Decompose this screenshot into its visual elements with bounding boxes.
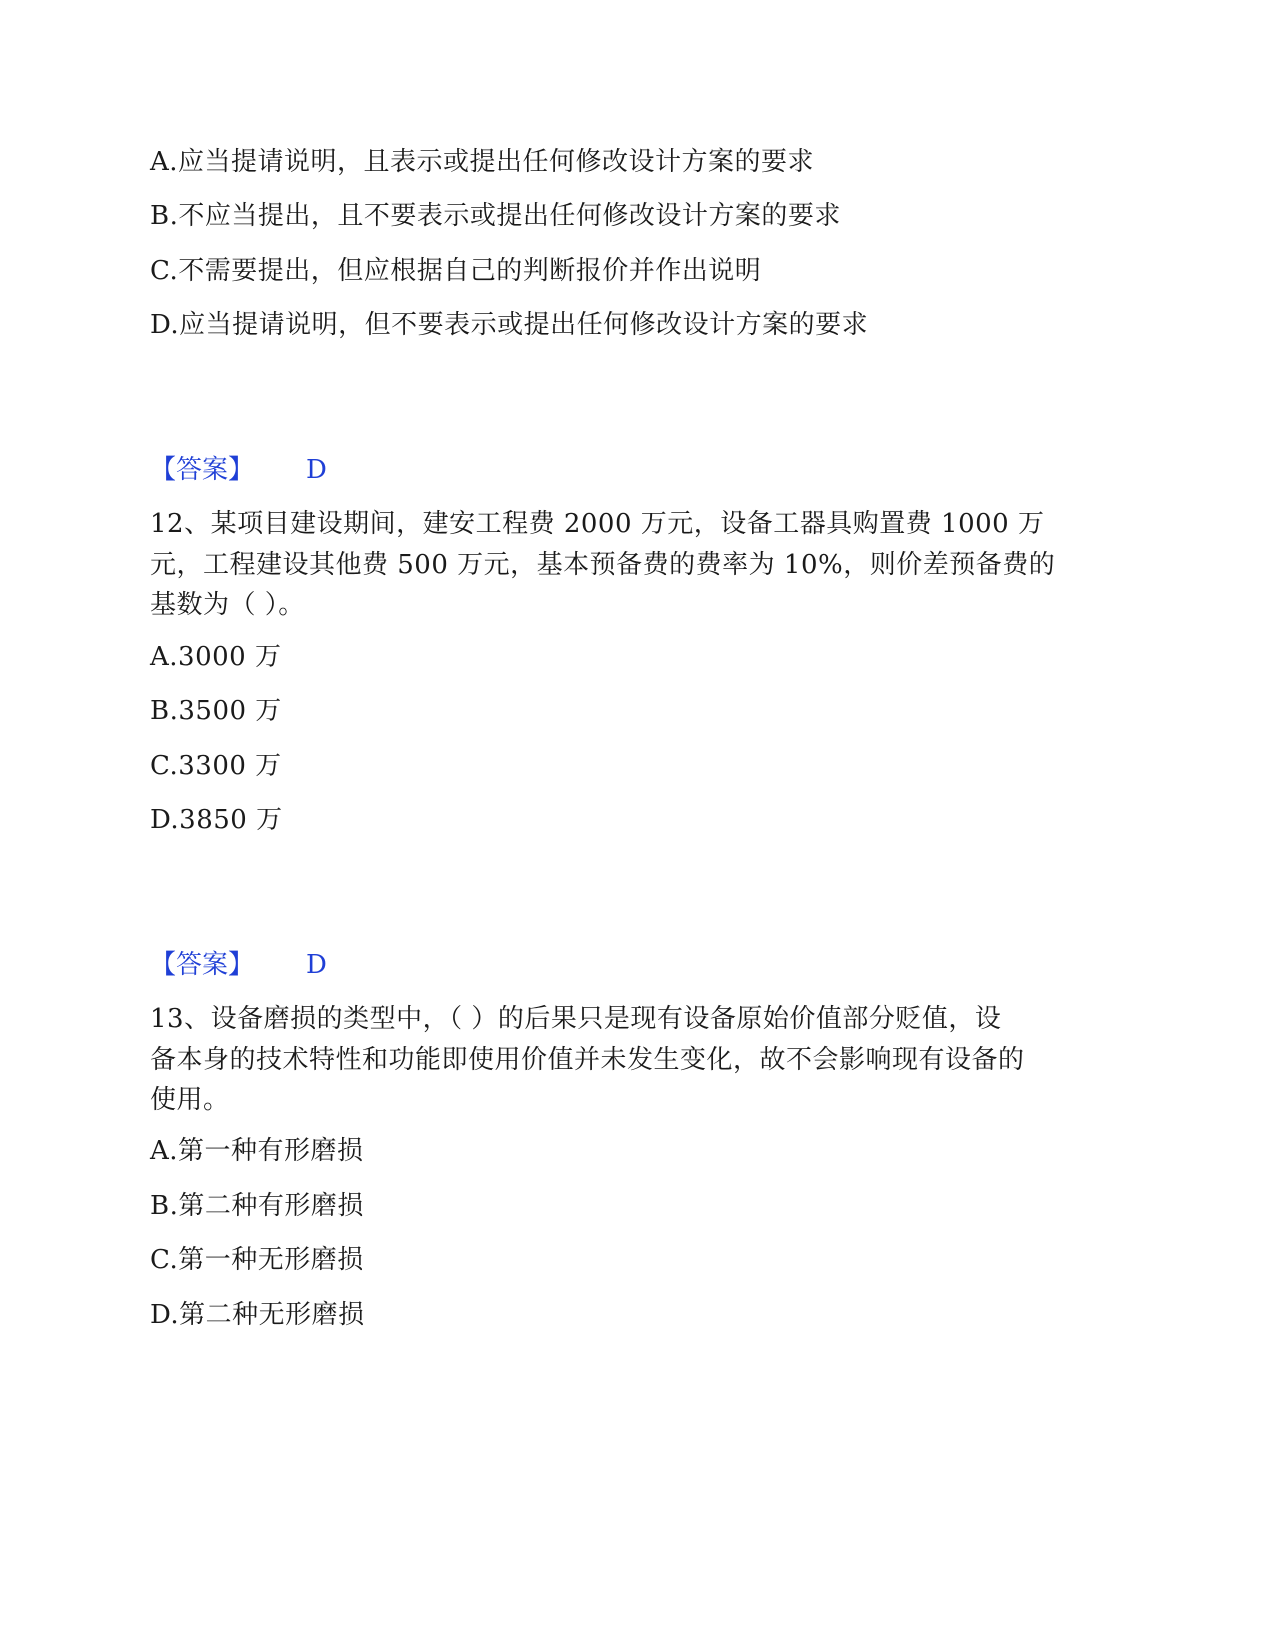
answer-value: D xyxy=(306,455,327,485)
q11-option-d: D.应当提请说明，但不要表示或提出任何修改设计方案的要求 xyxy=(150,310,869,340)
q11-answer xyxy=(150,450,327,490)
answer-label: 【答案】 xyxy=(150,455,255,485)
q12-stem-line-3: 基数为（ ）。 xyxy=(150,590,305,620)
q12-stem-line-2: 元，工程建设其他费 500 万元，基本预备费的费率为 10%，则价差预备费的 xyxy=(150,550,1056,580)
q13-option-b: B.第二种有形磨损 xyxy=(150,1191,364,1221)
q13-option-c: C.第一种无形磨损 xyxy=(150,1245,364,1275)
q12-option-a: A.3000 万 xyxy=(150,642,282,672)
q12-answer xyxy=(150,945,327,985)
answer-value: D xyxy=(306,950,327,980)
q12-option-b: B.3500 万 xyxy=(150,696,282,726)
q11-option-c: C.不需要提出，但应根据自己的判断报价并作出说明 xyxy=(150,256,762,286)
q12-option-d: D.3850 万 xyxy=(150,805,283,835)
q12-option-c: C.3300 万 xyxy=(150,751,282,781)
answer-label: 【答案】 xyxy=(150,950,255,980)
q11-option-a: A.应当提请说明，且表示或提出任何修改设计方案的要求 xyxy=(150,147,815,177)
q13-stem-line-2: 备本身的技术特性和功能即使用价值并未发生变化，故不会影响现有设备的 xyxy=(150,1045,1025,1075)
q13-stem-line-3: 使用。 xyxy=(150,1085,230,1115)
q12-stem-line-1: 12、某项目建设期间，建安工程费 2000 万元，设备工器具购置费 1000 万 xyxy=(150,509,1045,539)
q11-option-b: B.不应当提出，且不要表示或提出任何修改设计方案的要求 xyxy=(150,201,841,231)
q13-option-d: D.第二种无形磨损 xyxy=(150,1300,365,1330)
q13-option-a: A.第一种有形磨损 xyxy=(150,1136,364,1166)
q13-stem-line-1: 13、设备磨损的类型中，（ ）的后果只是现有设备原始价值部分贬值，设 xyxy=(150,1004,1002,1034)
